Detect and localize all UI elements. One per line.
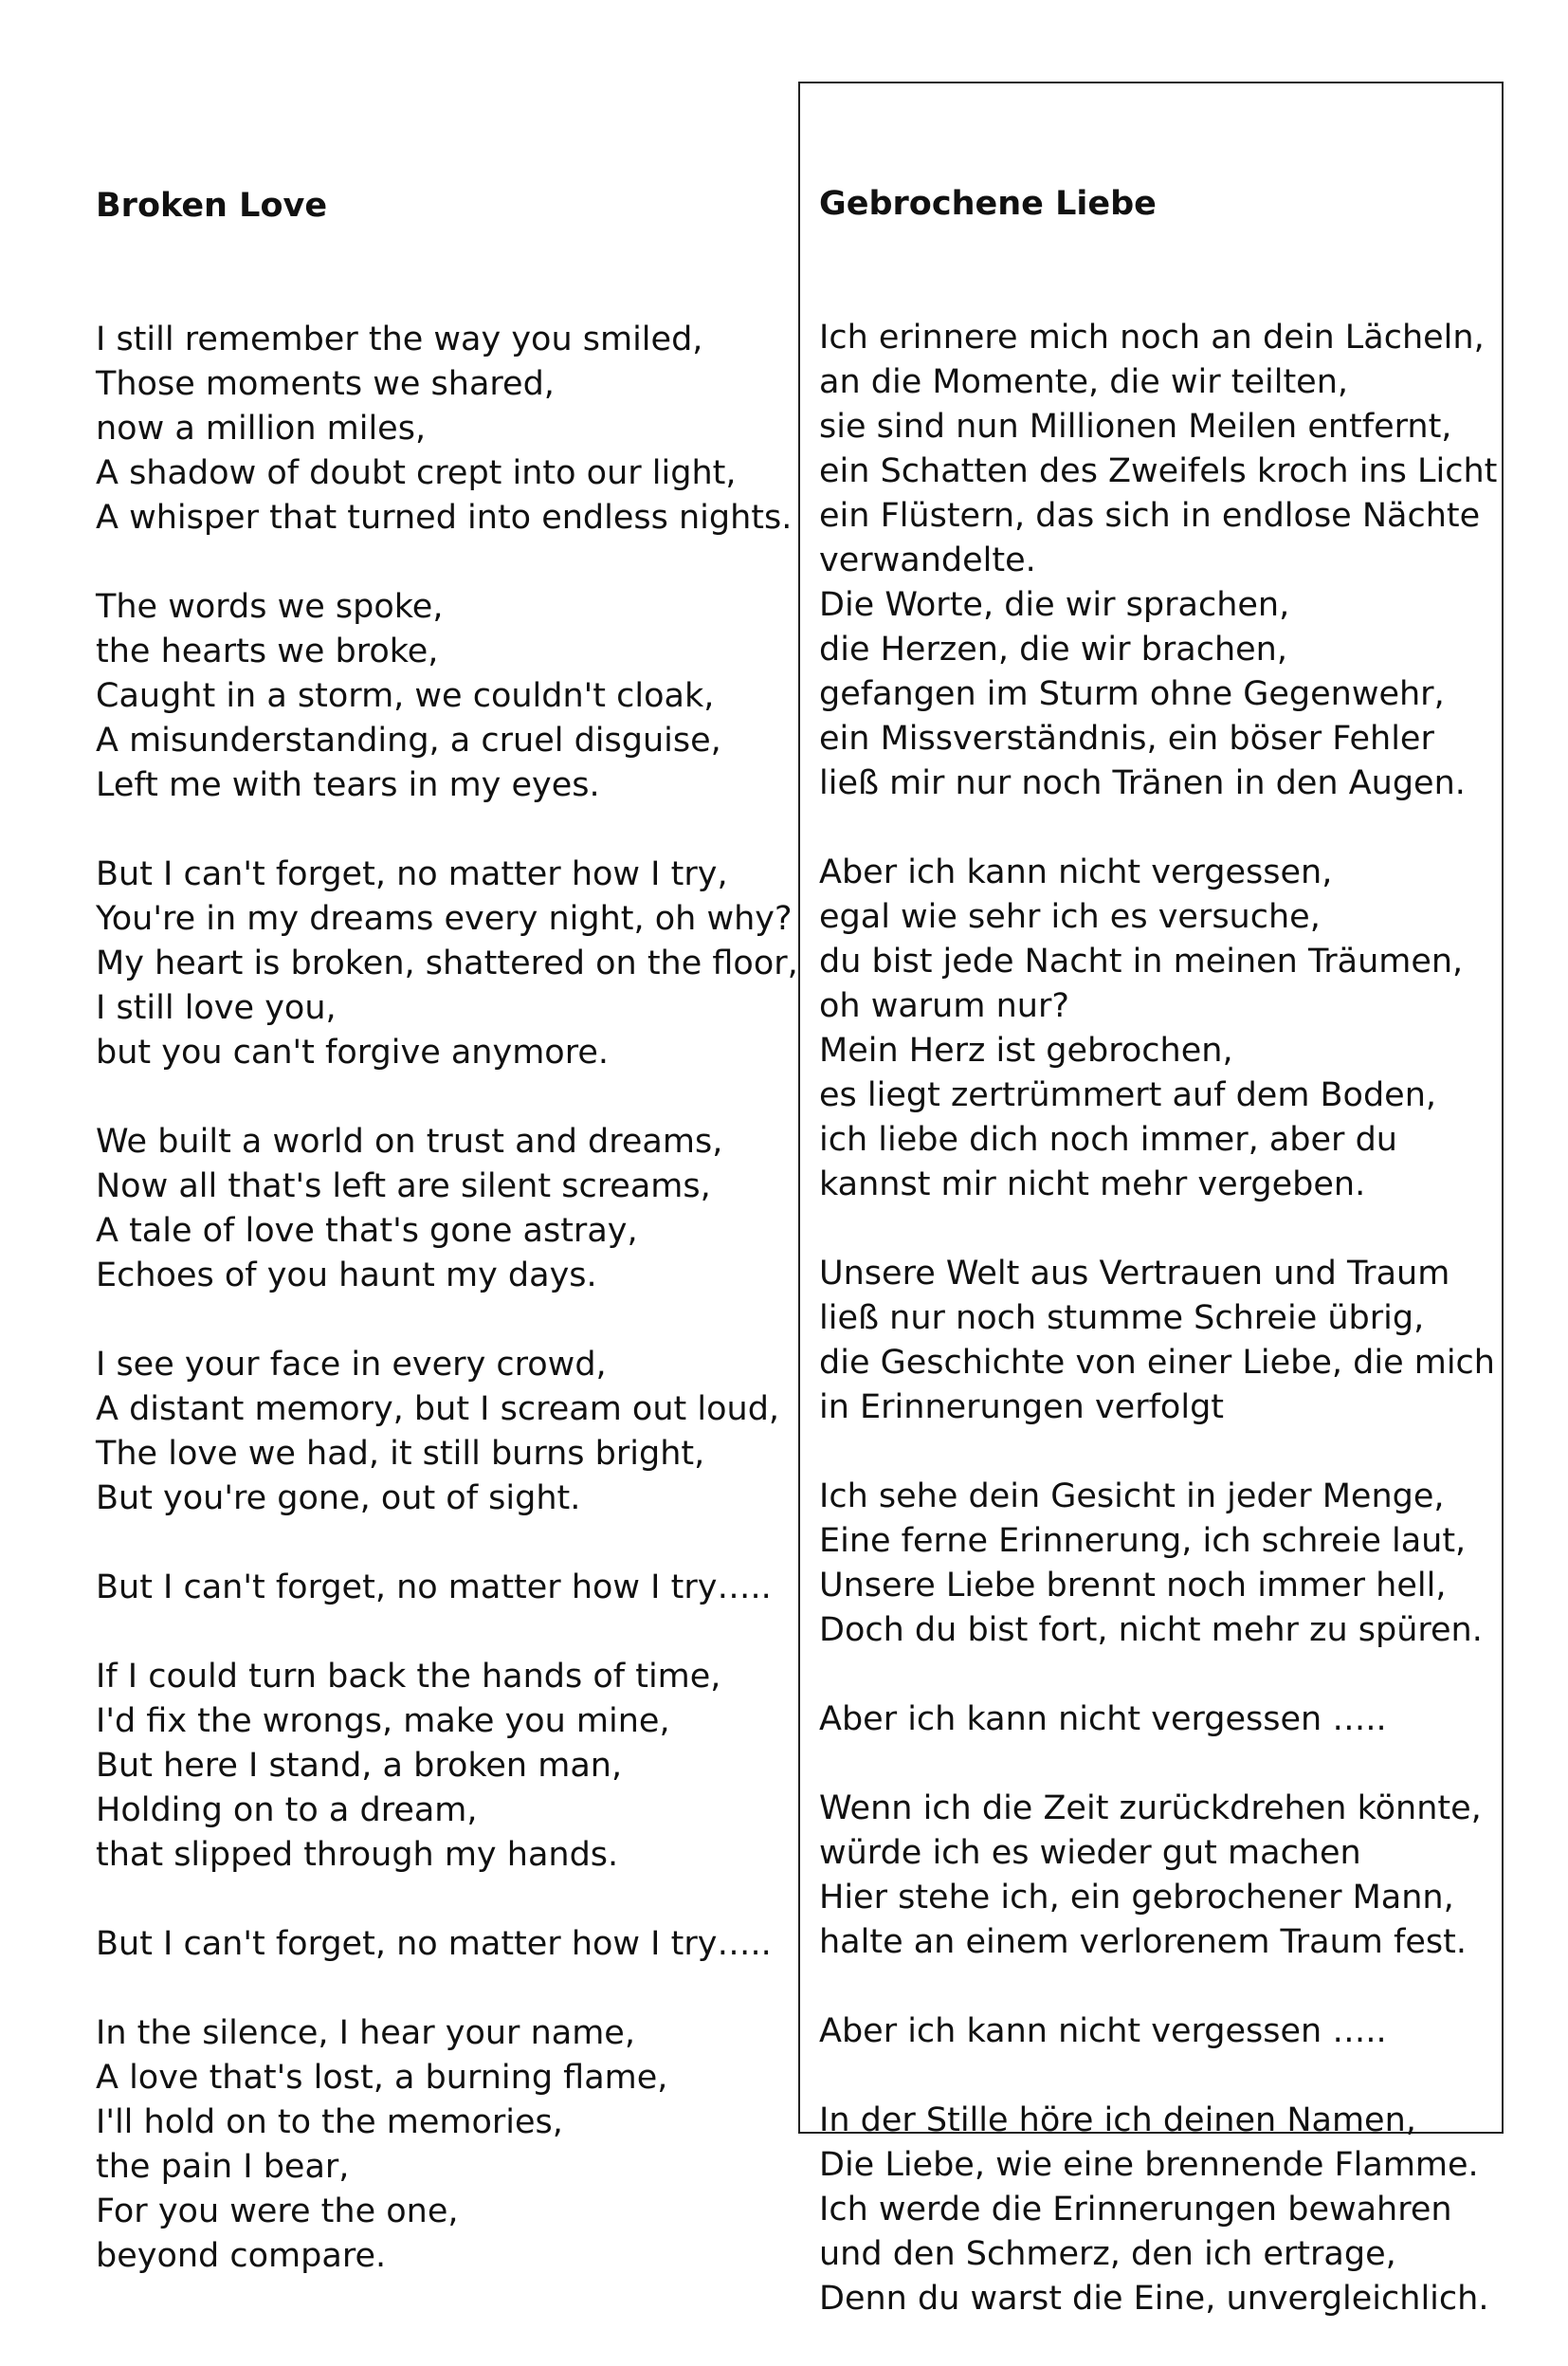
poem-line: sie sind nun Millionen Meilen entfernt, <box>819 408 1452 446</box>
poem-line: A distant memory, but I scream out loud, <box>96 1390 780 1428</box>
poem-line: Aber ich kann nicht vergessen ….. <box>819 1700 1387 1738</box>
stanza <box>96 1566 797 1610</box>
stanza-gap <box>819 806 1502 851</box>
poem-line: The words we spoke, <box>96 588 444 626</box>
poem-line: We built a world on trust and dreams, <box>96 1123 723 1161</box>
poem-line: But I can't forget, no matter how I try….. <box>96 1568 772 1606</box>
stanza <box>96 1655 797 1878</box>
poem-line: ließ mir nur noch Tränen in den Augen. <box>819 764 1466 802</box>
poem-line: egal wie sehr ich es versuche, <box>819 898 1321 936</box>
poem-line: in Erinnerungen verfolgt <box>819 1388 1225 1426</box>
poem-line: A whisper that turned into endless nights. <box>96 499 793 537</box>
poem-line: Die Liebe, wie eine brennende Flamme. <box>819 2146 1479 2184</box>
stanza <box>819 1697 1502 1742</box>
poem-line: Aber ich kann nicht vergessen, <box>819 853 1333 891</box>
stanza <box>819 1252 1502 1430</box>
stanza-gap <box>96 808 797 853</box>
poem-line: verwandelte. <box>819 541 1036 579</box>
german-poem-box <box>798 82 1504 2318</box>
english-stanzas <box>96 318 797 2279</box>
poem-line: ein Schatten des Zweifels kroch ins Licht <box>819 452 1498 490</box>
poem-line: Those moments we shared, <box>96 365 555 403</box>
poem-line: But I can't forget, no matter how I try….. <box>96 1925 772 1963</box>
poem-line: In der Stille höre ich deinen Namen, <box>819 2101 1416 2139</box>
poem-line: ein Missverständnis, ein böser Fehler <box>819 720 1434 758</box>
poem-line: If I could turn back the hands of time, <box>96 1658 721 1696</box>
stanza-gap <box>96 1610 797 1655</box>
stanza-gap <box>96 1521 797 1566</box>
stanza <box>96 853 797 1075</box>
german-stanzas <box>819 316 1502 2321</box>
stanza-gap <box>819 1965 1502 2009</box>
german-title: Gebrochene Liebe <box>819 185 1157 223</box>
stanza <box>819 851 1502 1207</box>
poem-line: gefangen im Sturm ohne Gegenwehr, <box>819 675 1445 713</box>
poem-line: I'll hold on to the memories, <box>96 2103 563 2141</box>
stanza <box>819 1787 1502 1965</box>
stanza-gap <box>96 1967 797 2011</box>
poem-line: Echoes of you haunt my days. <box>96 1256 597 1294</box>
poem-line: the hearts we broke, <box>96 633 439 670</box>
poem-line: You're in my dreams every night, oh why? <box>96 900 793 938</box>
poem-line: A shadow of doubt crept into our light, <box>96 454 737 492</box>
poem-line: A love that's lost, a burning flame, <box>96 2059 668 2097</box>
poem-line: But you're gone, out of sight. <box>96 1479 581 1517</box>
poem-line: Unsere Welt aus Vertrauen und Traum <box>819 1255 1450 1293</box>
poem-line: The love we had, it still burns bright, <box>96 1435 705 1473</box>
poem-line: halte an einem verlorenem Traum fest. <box>819 1923 1467 1961</box>
poem-line: Aber ich kann nicht vergessen ….. <box>819 2012 1387 2050</box>
stanza <box>96 1922 797 1967</box>
poem-line: I see your face in every crowd, <box>96 1346 607 1384</box>
poem-line: Doch du bist fort, nicht mehr zu spüren. <box>819 1611 1483 1649</box>
stanza <box>96 318 797 541</box>
stanza-gap <box>819 1207 1502 1252</box>
poem-line: A tale of love that's gone astray, <box>96 1212 638 1250</box>
stanza <box>819 316 1502 806</box>
poem-line: I'd fix the wrongs, make you mine, <box>96 1702 670 1740</box>
stanza-gap <box>96 541 797 585</box>
poem-line: ich liebe dich noch immer, aber du <box>819 1121 1397 1159</box>
poem-line: Denn du warst die Eine, unvergleichlich. <box>819 2280 1489 2318</box>
poem-line: the pain I bear, <box>96 2148 350 2186</box>
poem-line: but you can't forgive anymore. <box>96 1034 609 1072</box>
poem-line: A misunderstanding, a cruel disguise, <box>96 722 721 760</box>
poem-line: Ich werde die Erinnerungen bewahren <box>819 2191 1452 2228</box>
stanza-gap <box>96 1878 797 1922</box>
stanza <box>96 1120 797 1298</box>
stanza-gap <box>819 2054 1502 2099</box>
stanza-gap <box>96 1298 797 1343</box>
poem-line: an die Momente, die wir teilten, <box>819 363 1349 401</box>
poem-line: I still remember the way you smiled, <box>96 321 703 358</box>
stanza-gap <box>819 1430 1502 1475</box>
stanza <box>819 2099 1502 2321</box>
poem-line: oh warum nur? <box>819 987 1069 1025</box>
poem-line: die Herzen, die wir brachen, <box>819 631 1287 669</box>
stanza <box>96 1343 797 1521</box>
stanza <box>96 2011 797 2279</box>
stanza-gap <box>96 1075 797 1120</box>
poem-line: My heart is broken, shattered on the floor, <box>96 945 798 982</box>
poem-line: Now all that's left are silent screams, <box>96 1167 711 1205</box>
poem-line: I still love you, <box>96 989 337 1027</box>
poem-line: Unsere Liebe brennt noch immer hell, <box>819 1567 1447 1605</box>
poem-line: es liegt zertrümmert auf dem Boden, <box>819 1076 1437 1114</box>
poem-line: ein Flüstern, das sich in endlose Nächte <box>819 497 1481 535</box>
poem-line: In the silence, I hear your name, <box>96 2014 635 2052</box>
poem-line: For you were the one, <box>96 2192 459 2230</box>
english-poem <box>96 95 797 2323</box>
poem-line: du bist jede Nacht in meinen Träumen, <box>819 943 1464 981</box>
poem-line: Mein Herz ist gebrochen, <box>819 1032 1233 1070</box>
poem-line: But I can't forget, no matter how I try, <box>96 855 728 893</box>
poem-line: ließ nur noch stumme Schreie übrig, <box>819 1299 1425 1337</box>
poem-line: Hier stehe ich, ein gebrochener Mann, <box>819 1879 1454 1917</box>
poem-line: Die Worte, die wir sprachen, <box>819 586 1290 624</box>
poem-line: Wenn ich die Zeit zurückdrehen könnte, <box>819 1789 1482 1827</box>
poem-line: Caught in a storm, we couldn't cloak, <box>96 677 715 715</box>
poem-line: und den Schmerz, den ich ertrage, <box>819 2235 1396 2273</box>
poem-line: now a million miles, <box>96 410 427 448</box>
poem-line: But here I stand, a broken man, <box>96 1747 623 1785</box>
poem-line: Ich erinnere mich noch an dein Lächeln, <box>819 319 1485 357</box>
stanza <box>819 1475 1502 1653</box>
poem-line: Ich sehe dein Gesicht in jeder Menge, <box>819 1477 1445 1515</box>
poem-line: Left me with tears in my eyes. <box>96 766 600 804</box>
poem-line: that slipped through my hands. <box>96 1836 619 1874</box>
poem-line: Eine ferne Erinnerung, ich schreie laut, <box>819 1522 1467 1560</box>
stanza <box>819 2009 1502 2054</box>
poem-line: kannst mir nicht mehr vergeben. <box>819 1165 1366 1203</box>
poem-line: würde ich es wieder gut machen <box>819 1834 1361 1872</box>
poem-line: die Geschichte von einer Liebe, die mich <box>819 1344 1495 1382</box>
stanza-gap <box>819 1742 1502 1787</box>
poem-line: Holding on to a dream, <box>96 1791 478 1829</box>
stanza <box>96 585 797 808</box>
poem-line: beyond compare. <box>96 2237 387 2275</box>
english-title: Broken Love <box>96 187 328 225</box>
stanza-gap <box>819 1653 1502 1697</box>
